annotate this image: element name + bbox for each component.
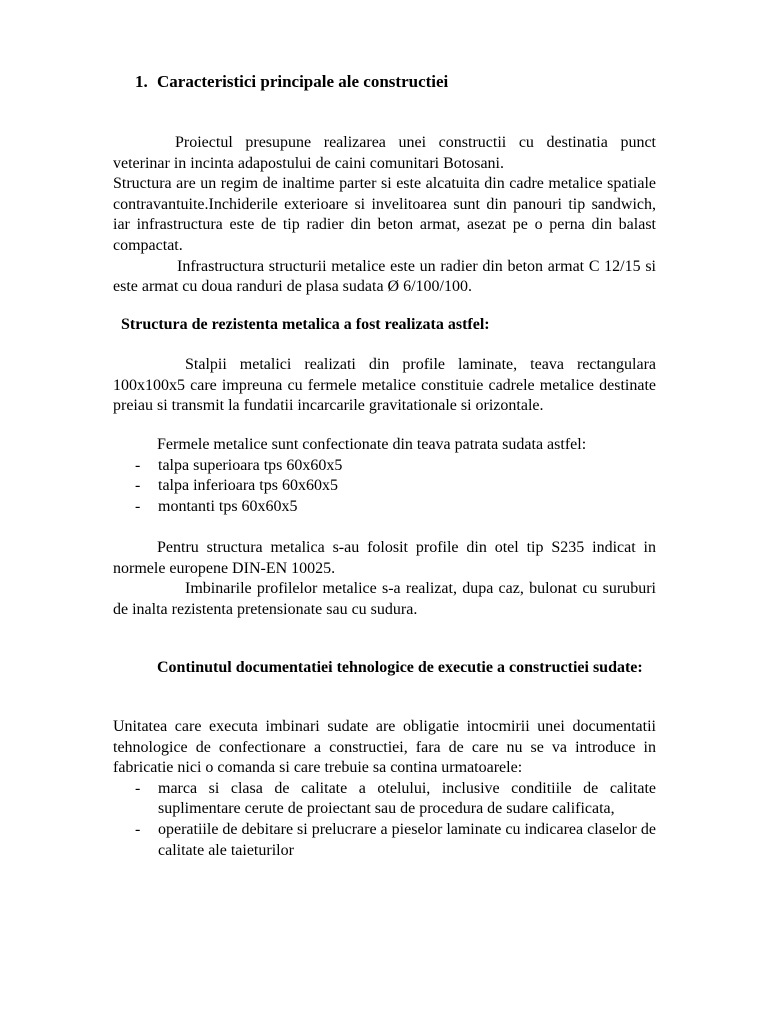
list-item-text: operatiile de debitare si prelucrare a pieselor laminate cu indicarea claselor de calitate ale taieturilor — [158, 820, 656, 859]
list-item-text: marca si clasa de calitate a otelului, inclusive conditiile de calitate suplimentare cerute de proiectant sau de procedura de sudare calificata, — [158, 779, 656, 818]
dash-bullet: - — [135, 477, 141, 495]
list-item — [113, 456, 656, 477]
dash-bullet: - — [135, 456, 141, 474]
document-page — [113, 0, 656, 1024]
materials-section — [113, 538, 656, 620]
documentation-list — [113, 779, 656, 861]
list-item-text: montanti tps 60x60x5 — [158, 497, 298, 515]
structure-heading: Structura de rezistenta metalica a fost realizata astfel: — [121, 316, 490, 333]
dash-bullet: - — [135, 497, 141, 515]
intro-paragraph-2: Structura are un regim de inaltime parter si este alcatuita din cadre metalice spatiale contravantuite.Inchiderile exterioare si invelitoarea sunt din panouri tip sandwich, iar infrastructura este de tip radier din beton armat, asezat pe o perna din balast compactat. — [113, 175, 656, 254]
list-item — [113, 497, 656, 518]
list-item — [113, 779, 656, 820]
list-item-text: talpa superioara tps 60x60x5 — [158, 456, 343, 474]
section-title: Caracteristici principale ale constructiei — [157, 72, 449, 91]
section-number: 1. — [135, 72, 148, 91]
dash-bullet: - — [135, 820, 141, 838]
dash-bullet: - — [135, 779, 141, 797]
intro-paragraph-1: Proiectul presupune realizarea unei constructii cu destinatia punct veterinar in incinta adapostului de caini comunitari Botosani. — [113, 134, 656, 172]
list-item — [113, 820, 656, 861]
list-item — [113, 476, 656, 497]
documentation-section — [113, 717, 656, 861]
structure-paragraph-1: Stalpii metalici realizati din profile laminate, teava rectangulara 100x100x5 care impreuna cu fermele metalice constituie cadrele metalice destinate preiau si transmit la fundatii incarcarile gravitationale si orizontale. — [113, 356, 656, 415]
structure-paragraph-3: Pentru structura metalica s-au folosit profile din otel tip S235 indicat in normele europene DIN-EN 10025. — [113, 539, 656, 577]
list-item-text: talpa inferioara tps 60x60x5 — [158, 477, 338, 495]
structure-paragraph-4: Imbinarile profilelor metalice s-a realizat, dupa caz, bulonat cu suruburi de inalta rezistenta pretensionate sau cu sudura. — [113, 580, 656, 618]
trusses-section — [113, 435, 656, 517]
section-heading — [135, 72, 448, 93]
truss-list — [113, 456, 656, 518]
documentation-heading: Continutul documentatiei tehnologice de executie a constructiei sudate: — [157, 659, 643, 676]
intro-section — [113, 133, 656, 298]
documentation-paragraph-1: Unitatea care executa imbinari sudate are obligatie intocmirii unei documentatii tehnologice de confectionare a constructiei, fara de care nu se va introduce in fabricatie nici o comanda si care trebuie sa contina urmatoarele: — [113, 718, 656, 777]
intro-paragraph-3: Infrastructura structurii metalice este un radier din beton armat C 12/15 si este armat cu doua randuri de plasa sudata Ø 6/100/100. — [113, 257, 656, 296]
structure-paragraph-2: Fermele metalice sunt confectionate din teava patrata sudata astfel: — [157, 436, 587, 453]
